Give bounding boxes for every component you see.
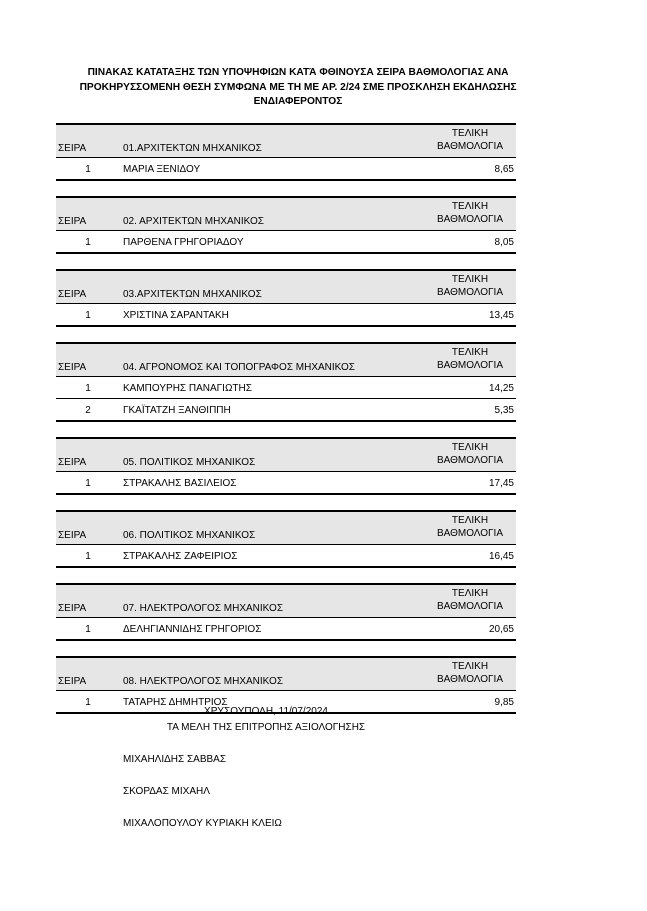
section-07 [56, 583, 516, 641]
score-column-header: ΤΕΛΙΚΗ ΒΑΘΜΟΛΟΓΙΑ [436, 347, 504, 371]
candidate-name: ΚΑΜΠΟΥΡΗΣ ΠΑΝΑΓΙΩΤΗΣ [123, 383, 252, 394]
score-column-header: ΤΕΛΙΚΗ ΒΑΘΜΟΛΟΓΙΑ [436, 201, 504, 225]
score-column-header: ΤΕΛΙΚΗ ΒΑΘΜΟΛΟΓΙΑ [436, 274, 504, 298]
committee-member: ΜΙΧΑΗΛΙΔΗΣ ΣΑΒΒΑΣ [123, 754, 227, 765]
table-row [56, 618, 516, 641]
specialty-title: 07. ΗΛΕΚΤΡΟΛΟΓΟΣ ΜΗΧΑΝΙΚΟΣ [123, 603, 284, 614]
table-row [56, 399, 516, 422]
section-header [56, 583, 516, 618]
final-score: 13,45 [488, 310, 514, 321]
section-05 [56, 437, 516, 495]
rank-cell: 2 [85, 405, 91, 416]
rank-cell: 1 [85, 624, 91, 635]
table-row [56, 377, 516, 399]
final-score: 5,35 [494, 405, 514, 416]
score-column-header: ΤΕΛΙΚΗ ΒΑΘΜΟΛΟΓΙΑ [436, 661, 504, 685]
score-column-header: ΤΕΛΙΚΗ ΒΑΘΜΟΛΟΓΙΑ [436, 128, 504, 152]
document-title [40, 66, 556, 110]
specialty-title: 08. ΗΛΕΚΤΡΟΛΟΓΟΣ ΜΗΧΑΝΙΚΟΣ [123, 676, 284, 687]
section-header [56, 123, 516, 158]
rank-column-header: ΣΕΙΡΑ [58, 289, 87, 300]
candidate-name: ΓΚΑΪΤΑΤΖΗ ΞΑΝΘΙΠΠΗ [123, 405, 231, 416]
rank-cell: 1 [85, 551, 91, 562]
section-header [56, 269, 516, 304]
table-row [56, 158, 516, 181]
rank-column-header: ΣΕΙΡΑ [58, 216, 87, 227]
section-header [56, 196, 516, 231]
committee-member: ΜΙΧΑΛΟΠΟΥΛΟΥ ΚΥΡΙΑΚΗ ΚΛΕΙΩ [123, 818, 282, 829]
title-line-2: ΠΡΟΚΗΡΥΣΣΟΜΕΝΗ ΘΕΣΗ ΣΥΜΦΩΝΑ ΜΕ ΤΗ ΜΕ ΑΡ. 2/24 ΣΜΕ ΠΡΟΣΚΛΗΣΗ ΕΚΔΗΛΩΣΗΣ [79, 81, 517, 93]
candidate-name: ΔΕΛΗΓΙΑΝΝΙΔΗΣ ΓΡΗΓΟΡΙΟΣ [123, 624, 262, 635]
specialty-title: 01.ΑΡΧΙΤΕΚΤΩΝ ΜΗΧΑΝΙΚΟΣ [123, 143, 262, 154]
specialty-title: 02. ΑΡΧΙΤΕΚΤΩΝ ΜΗΧΑΝΙΚΟΣ [123, 216, 264, 227]
rank-cell: 1 [85, 697, 91, 708]
table-row [56, 472, 516, 495]
section-header [56, 342, 516, 377]
section-header [56, 510, 516, 545]
section-header [56, 437, 516, 472]
section-06 [56, 510, 516, 568]
specialty-title: 03.ΑΡΧΙΤΕΚΤΩΝ ΜΗΧΑΝΙΚΟΣ [123, 289, 262, 300]
final-score: 14,25 [488, 383, 514, 394]
rank-cell: 1 [85, 383, 91, 394]
candidate-name: ΠΑΡΘΕΝΑ ΓΡΗΓΟΡΙΑΔΟΥ [123, 237, 244, 248]
place-date: ΧΡΥΣΟΥΠΟΛΗ, 11/07/2024 [204, 706, 328, 717]
rank-column-header: ΣΕΙΡΑ [58, 530, 87, 541]
rank-column-header: ΣΕΙΡΑ [58, 603, 87, 614]
section-04 [56, 342, 516, 422]
candidate-name: ΣΤΡΑΚΑΛΗΣ ΖΑΦΕΙΡΙΟΣ [123, 551, 238, 562]
score-column-header: ΤΕΛΙΚΗ ΒΑΘΜΟΛΟΓΙΑ [436, 588, 504, 612]
ranking-tables [56, 123, 516, 729]
table-row [56, 545, 516, 568]
section-02 [56, 196, 516, 254]
rank-column-header: ΣΕΙΡΑ [58, 362, 87, 373]
final-score: 9,85 [494, 697, 514, 708]
rank-column-header: ΣΕΙΡΑ [58, 143, 87, 154]
section-01 [56, 123, 516, 181]
final-score: 20,65 [488, 624, 514, 635]
final-score: 16,45 [488, 551, 514, 562]
score-column-header: ΤΕΛΙΚΗ ΒΑΘΜΟΛΟΓΙΑ [436, 442, 504, 466]
candidate-name: ΣΤΡΑΚΑΛΗΣ ΒΑΣΙΛΕΙΟΣ [123, 478, 237, 489]
rank-cell: 1 [85, 164, 91, 175]
section-03 [56, 269, 516, 327]
final-score: 8,05 [494, 237, 514, 248]
final-score: 8,65 [494, 164, 514, 175]
score-column-header: ΤΕΛΙΚΗ ΒΑΘΜΟΛΟΓΙΑ [436, 515, 504, 539]
specialty-title: 06. ΠΟΛΙΤΙΚΟΣ ΜΗΧΑΝΙΚΟΣ [123, 530, 256, 541]
rank-column-header: ΣΕΙΡΑ [58, 676, 87, 687]
title-line-3: ΕΝΔΙΑΦΕΡΟΝΤΟΣ [253, 96, 343, 107]
rank-cell: 1 [85, 310, 91, 321]
table-row [56, 304, 516, 327]
candidate-name: ΧΡΙΣΤΙΝΑ ΣΑΡΑΝΤΑΚΗ [123, 310, 229, 321]
candidate-name: ΤΑΤΑΡΗΣ ΔΗΜΗΤΡΙΟΣ [123, 697, 228, 708]
candidate-name: ΜΑΡΙΑ ΞΕΝΙΔΟΥ [123, 164, 201, 175]
specialty-title: 04. ΑΓΡΟΝΟΜΟΣ ΚΑΙ ΤΟΠΟΓΡΑΦΟΣ ΜΗΧΑΝΙΚΟΣ [123, 362, 355, 373]
committee-label: ΤΑ ΜΕΛΗ ΤΗΣ ΕΠΙΤΡΟΠΗΣ ΑΞΙΟΛΟΓΗΣΗΣ [166, 722, 366, 733]
rank-column-header: ΣΕΙΡΑ [58, 457, 87, 468]
rank-cell: 1 [85, 478, 91, 489]
committee-member: ΣΚΟΡΔΑΣ ΜΙΧΑΗΛ [123, 786, 210, 797]
rank-cell: 1 [85, 237, 91, 248]
final-score: 17,45 [488, 478, 514, 489]
title-line-1: ΠΙΝΑΚΑΣ ΚΑΤΑΤΑΞΗΣ ΤΩΝ ΥΠΟΨΗΦΙΩΝ ΚΑΤΆ ΦΘΙΝΟΥΣΑ ΣΕΙΡΑ ΒΑΘΜΟΛΟΓΙΑΣ ΑΝΑ [87, 67, 509, 78]
table-row [56, 231, 516, 254]
specialty-title: 05. ΠΟΛΙΤΙΚΟΣ ΜΗΧΑΝΙΚΟΣ [123, 457, 256, 468]
section-header [56, 656, 516, 691]
